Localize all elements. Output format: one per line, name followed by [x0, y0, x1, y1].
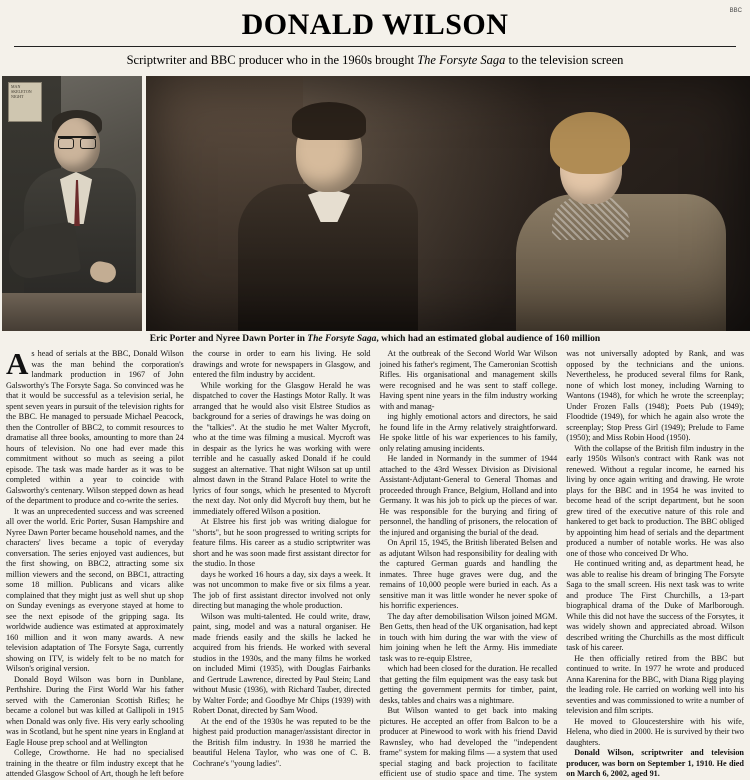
paragraph: While working for the Glasgow Herald he was dispatched to cover the Hastings Motor Rally. It was arranged that he would also visit Elstree Studios as background for a series of drawings he was doing on the "talkies". At the studio he met Walter Mycroft, who at the time was filming a musical. Mycroft was in despair as the lyrics he was working with were terrible and he casually asked Donald if he could suggest an alternative. That night Wilson sat up until almost dawn in the Strand Palace Hotel to write the lyrics of four songs, which he presented to Mycroft the next day. Not only did Mycroft buy them, but he immediately offered Wilson a position. — [192, 380, 371, 516]
paragraph: But Wilson wanted to get back into making pictures. He accepted an offer from Balcon to be a producer at Pinewood to work with his friend David Rawnsley, who had developed the "independent frame" system for making films — a system that used special staging and back projection to facilitate efficient use of studio space and time. The system was not universally adopted by Rank, and was opposed by the technicians and the unions. Nevertheless, he produced several films for Rank, none of which lost money, including Warning to Wantons (1948), for which he wrote the screenplay; Under Frozen Falls (1948); Poets Pub (1949); Floodtide (1949), for which he again also wrote the screenplay; Stop Press Girl (1949); Prelude to Fame (1950); and Miss Robin Hood (1950). — [379, 349, 744, 778]
paragraph: At the end of the 1930s he was reputed to be the highest paid production manager/assistant director in the British film industry. In 1938 he married the beautiful Helena Taylor, who was one of C. B. Cochrane's "young ladies". — [192, 716, 371, 768]
paragraph: The day after demobilisation Wilson joined MGM. Ben Getts, then head of the UK organisation, had kept in touch with him during the war with the view of him joining when he left the Army. His immediate task was to re-equip Elstree, — [379, 611, 558, 663]
paragraph: Donald Boyd Wilson was born in Dunblane, Perthshire. During the First World War his father served with the Cameronian Scottish Rifles; he became a colonel but was killed at Gallipoli in 1915 when Donald was only five. His very early schooling was in Scotland, but he spent nine years in England at Eagle House prep school and at Wellington — [6, 674, 184, 747]
paragraph: He moved to Gloucestershire with his wife, Helena, who died in 2000. He is survived by their two daughters. — [566, 716, 744, 747]
standfirst-after: to the television screen — [505, 53, 624, 67]
article-body — [0, 346, 750, 780]
paragraph: As head of serials at the BBC, Donald Wilson was the man behind the corporation's landmark production in 1967 of John Galsworthy's The Forsyte Saga. So convinced was he that it would be successful as a television serial, he spent seven years in pursuit of the television rights for the BBC. He managed to persuade Michael Peacock, then the Controller of BBC2, to commit resources to dramatise all three books, amounting to more than 24 hours of television. No one had ever made this commitment without so much as seeing a pilot episode. The task was made harder as it was to be completed within a year to coincide with Galsworthy's centenary. Wilson stepped down as head of the department to produce and co-write the series. — [6, 346, 184, 505]
glasses-icon — [58, 136, 96, 147]
paragraph: With the collapse of the British film industry in the early 1950s Wilson's contract with Rank was not renewed. Without a regular income, he earned his living by once again writing and drawing. He wrote plays for the BBC and in 1954 he was invited to become head of the script department, but he soon grew tired of the executive nature of this role and hankered to get back to production. The BBC obliged by appointing him head of serials and the department produced a number of notable works. He was also one of those who conceived Dr Who. — [566, 443, 744, 558]
paragraph: He continued writing and, as department head, he was able to realise his dream of bringing The Forsyte Saga to the small screen. His next task was to write and produce The First Churchills, a 13-part biographical drama of the Duke of Marlborough. While this did not have the success of the Forsytes, it was widely shown and appreciated abroad. Wilson described writing the Churchills as the most difficult task of his career. — [566, 559, 744, 652]
scene-photo — [146, 76, 750, 331]
caption-before: Eric Porter and Nyree Dawn Porter in — [149, 334, 308, 344]
obituary-page — [0, 8, 750, 778]
media-row — [0, 76, 750, 331]
caption-after: , which had an estimated global audience of 160 million — [376, 334, 601, 344]
paragraph: days he worked 16 hours a day, six days a week. It was not uncommon to make five or six films a year. The job of first assistant director involved not only directing but managing the whole production. — [192, 569, 371, 610]
photo-credit: BBC — [729, 8, 742, 14]
paragraph: He landed in Normandy in the summer of 1944 attached to the 43rd Wessex Division as Divisional Assistant-Adjutant-General to General Thomas and proceeded through France, Belgium, Holland and into Germany. It was his job to pick up the pieces of war. He was responsible for the burying and firing of personnel, the handling of prisoners, the relocation of the injured and organising the burial of the dead. — [379, 454, 558, 537]
paragraph: ing highly emotional actors and directors, he said he found life in the Army relatively straightforward. He spoke little of his war experiences to his family, only relating amusing incidents. — [379, 412, 558, 453]
portrait-photo — [2, 76, 142, 331]
paragraph: College, Crowthorne. He had no specialised training in the theatre or film industry except that he attended Glasgow School of Art, though he left before the course in order to earn his living. He sold drawings and wrote for newspapers in Glasgow, and entered the film industry by accident. — [6, 349, 371, 778]
paragraph: At Elstree his first job was writing dialogue for "shorts", but he soon progressed to writing scripts for feature films. His career as a studio scriptwriter was short and he was soon made first assistant director for the studio. In those — [192, 517, 371, 568]
portrait-desk — [2, 293, 142, 331]
signoff: Donald Wilson, scriptwriter and television producer, was born on September 1, 1910. He died on March 6, 2002, aged 91. — [566, 748, 744, 778]
headline-divider — [14, 46, 736, 47]
paragraph: Wilson was multi-talented. He could write, draw, paint, sing, model and was a natural organiser. He made friends easily and the skills he lacked he acquired from his friends. He worked with several studios in the 1930s, and the many films he worked on included Mimi (1935), with Douglas Fairbanks and Gertrude Lawrence, directed by Paul Stein; Land without Music (1936), with Richard Tauber, directed by Walter Forde; and Goodbye Mr Chips (1939) with Robert Donat, directed by Sam Wood. — [192, 611, 371, 715]
photo-caption — [0, 334, 750, 344]
paragraph: At the outbreak of the Second World War Wilson joined his father's regiment, The Cameronian Scottish Rifles. His organisational and management skills were recognised and he was sent to staff college. Having spent nine years in the film industry working with and manag- — [379, 349, 558, 411]
standfirst — [0, 53, 750, 68]
paragraph: He then officially retired from the BBC but continued to write. In 1977 he wrote and produced Anna Karenina for the BBC, with Diana Rigg playing the leading role. He carried on working well into his seventies and was commissioned to write a number of television and film scripts. — [566, 653, 744, 715]
standfirst-italic: The Forsyte Saga — [417, 53, 506, 67]
scene-vignette — [146, 76, 750, 331]
caption-italic: The Forsyte Saga — [307, 334, 377, 344]
paragraph: which had been closed for the duration. He recalled that getting the film equipment was the easy task but getting the government permits for timber, paint, desks, tables and chairs was a nightmare. — [379, 664, 558, 705]
standfirst-before: Scriptwriter and BBC producer who in the 1960s brought — [126, 53, 418, 67]
page-title: DONALD WILSON — [241, 8, 509, 41]
paragraph: On April 15, 1945, the British liberated Belsen and as adjutant Wilson had responsibility for dealing with the captured German guards and handling the inmates. Three huge graves were dug, and the remains of 10,000 people were buried in each. As a sensitive man it was little wonder he never spoke of his horrific experiences. — [379, 538, 558, 610]
wall-poster: MAN SKELETON NIGHT — [8, 82, 42, 122]
paragraph: It was an unprecedented success and was screened all over the world. Eric Porter, Susan Hampshire and Nyree Dawn Porter became household names, and the characters' lives became a topic of everyday conversation. The series enjoyed vast audiences, but the first showing, on BBC2, attracting some six million viewers and the second, on BBC1, attracting some 18 million. Publicans and vicars alike complained that they might just as well shut up shop on Sunday evenings as everyone stayed at home to see the next episode of the gripping saga. Its worldwide audience was estimated at approximately 160 million and it won many awards. A new television adaptation of The Forsyte Saga, currently showing on ITV, is widely felt to be no match for Wilson's original version. — [6, 506, 184, 673]
